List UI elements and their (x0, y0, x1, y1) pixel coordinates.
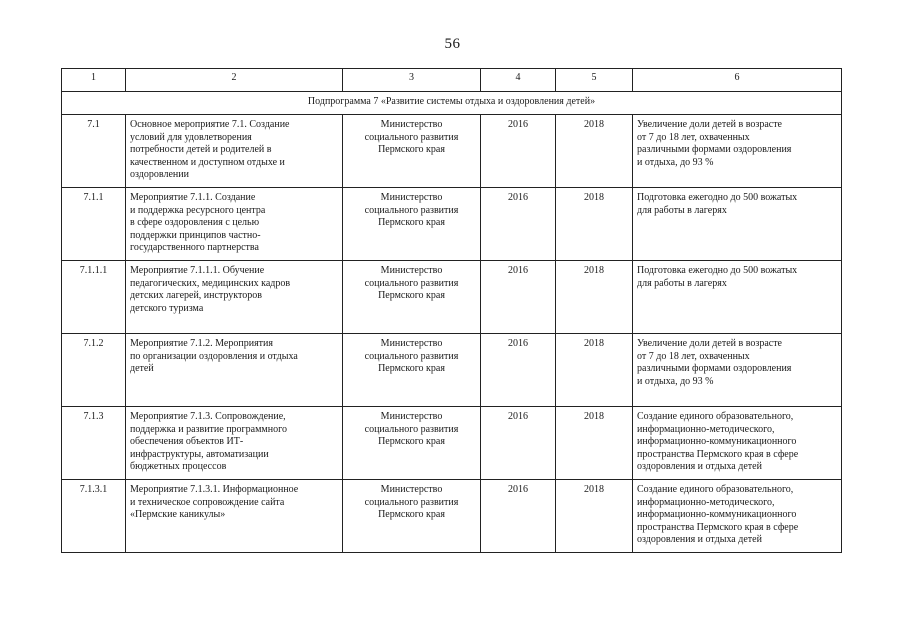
expected-result: Увеличение доли детей в возрасте от 7 до 18 лет, охваченных различными формами оздоровления и отдыха, до 93 % (637, 338, 792, 387)
row-number: 7.1.3.1 (79, 484, 108, 495)
activity-name-cell (126, 115, 343, 188)
program-table (61, 68, 842, 553)
executor-cell (343, 407, 481, 480)
executor: Министерство социального развития Пермского края (364, 265, 459, 301)
start-year: 2016 (508, 338, 528, 349)
expected-result: Подготовка ежегодно до 500 вожатых для работы в лагерях (637, 265, 798, 289)
row-number-cell (62, 334, 126, 407)
row-number-cell (62, 480, 126, 553)
row-number-cell (62, 188, 126, 261)
activity-name-cell (126, 407, 343, 480)
end-year: 2018 (584, 484, 604, 495)
row-number: 7.1.2 (83, 338, 104, 349)
activity-name: Мероприятие 7.1.3. Сопровождение, поддержка и развитие программного обеспечения объектов ИТ- инфраструктуры, автоматизации бюджетных процессов (130, 411, 287, 472)
table-row (62, 115, 842, 188)
start-year: 2016 (508, 484, 528, 495)
row-number: 7.1.3 (83, 411, 104, 422)
end-year-cell (556, 261, 633, 334)
start-year: 2016 (508, 192, 528, 203)
activity-name-cell (126, 188, 343, 261)
column-header-2: 2 (126, 69, 343, 92)
expected-result: Подготовка ежегодно до 500 вожатых для работы в лагерях (637, 192, 798, 216)
start-year-cell (481, 261, 556, 334)
end-year: 2018 (584, 119, 604, 130)
row-number-cell (62, 115, 126, 188)
end-year-cell (556, 115, 633, 188)
end-year: 2018 (584, 265, 604, 276)
expected-result-cell (633, 334, 842, 407)
executor: Министерство социального развития Пермского края (364, 119, 459, 155)
executor: Министерство социального развития Пермского края (364, 338, 459, 374)
table-row (62, 188, 842, 261)
start-year-cell (481, 334, 556, 407)
table-header-row (62, 69, 842, 92)
executor: Министерство социального развития Пермского края (364, 192, 459, 228)
activity-name: Основное мероприятие 7.1. Создание условий для удовлетворения потребности детей и родителей в качественном и доступном отдыхе и оздоровлении (130, 119, 290, 180)
table-row (62, 407, 842, 480)
expected-result-cell (633, 188, 842, 261)
executor-cell (343, 480, 481, 553)
start-year-cell (481, 480, 556, 553)
expected-result-cell (633, 407, 842, 480)
expected-result-cell (633, 480, 842, 553)
start-year: 2016 (508, 265, 528, 276)
executor: Министерство социального развития Пермского края (364, 484, 459, 520)
subprogram-row (62, 92, 842, 115)
start-year-cell (481, 407, 556, 480)
expected-result: Создание единого образовательного, информационно-методического, информационно-коммуникационного пространства Пермского края в сфере оздоровления и отдыха детей (637, 411, 799, 472)
expected-result-cell (633, 115, 842, 188)
column-header-5: 5 (556, 69, 633, 92)
activity-name: Мероприятие 7.1.1.1. Обучение педагогических, медицинских кадров детских лагерей, инструкторов детского туризма (130, 265, 291, 314)
expected-result: Увеличение доли детей в возрасте от 7 до 18 лет, охваченных различными формами оздоровления и отдыха, до 93 % (637, 119, 792, 168)
row-number-cell (62, 407, 126, 480)
expected-result: Создание единого образовательного, информационно-методического, информационно-коммуникационного пространства Пермского края в сфере оздоровления и отдыха детей (637, 484, 799, 545)
start-year: 2016 (508, 411, 528, 422)
row-number: 7.1.1 (83, 192, 104, 203)
end-year-cell (556, 407, 633, 480)
executor-cell (343, 188, 481, 261)
executor-cell (343, 261, 481, 334)
activity-name-cell (126, 480, 343, 553)
activity-name: Мероприятие 7.1.3.1. Информационное и техническое сопровождение сайта «Пермские каникулы» (130, 484, 299, 520)
end-year: 2018 (584, 192, 604, 203)
executor-cell (343, 334, 481, 407)
activity-name-cell (126, 334, 343, 407)
end-year: 2018 (584, 338, 604, 349)
column-header-6: 6 (633, 69, 842, 92)
row-number-cell (62, 261, 126, 334)
executor: Министерство социального развития Пермского края (364, 411, 459, 447)
table-row (62, 261, 842, 334)
start-year: 2016 (508, 119, 528, 130)
activity-name: Мероприятие 7.1.2. Мероприятия по организации оздоровления и отдыха детей (130, 338, 298, 374)
end-year-cell (556, 334, 633, 407)
end-year-cell (556, 480, 633, 553)
column-header-1: 1 (62, 69, 126, 92)
end-year-cell (556, 188, 633, 261)
activity-name: Мероприятие 7.1.1. Создание и поддержка ресурсного центра в сфере оздоровления с целью поддержки принципов частно- государственного партнерства (130, 192, 266, 253)
executor-cell (343, 115, 481, 188)
table-row (62, 480, 842, 553)
activity-name-cell (126, 261, 343, 334)
start-year-cell (481, 188, 556, 261)
start-year-cell (481, 115, 556, 188)
subprogram-title: Подпрограмма 7 «Развитие системы отдыха и оздоровления детей» (62, 92, 842, 115)
expected-result-cell (633, 261, 842, 334)
row-number: 7.1 (87, 119, 100, 130)
row-number: 7.1.1.1 (79, 265, 108, 276)
column-header-4: 4 (481, 69, 556, 92)
column-header-3: 3 (343, 69, 481, 92)
page-number: 56 (444, 36, 461, 52)
end-year: 2018 (584, 411, 604, 422)
table-row (62, 334, 842, 407)
